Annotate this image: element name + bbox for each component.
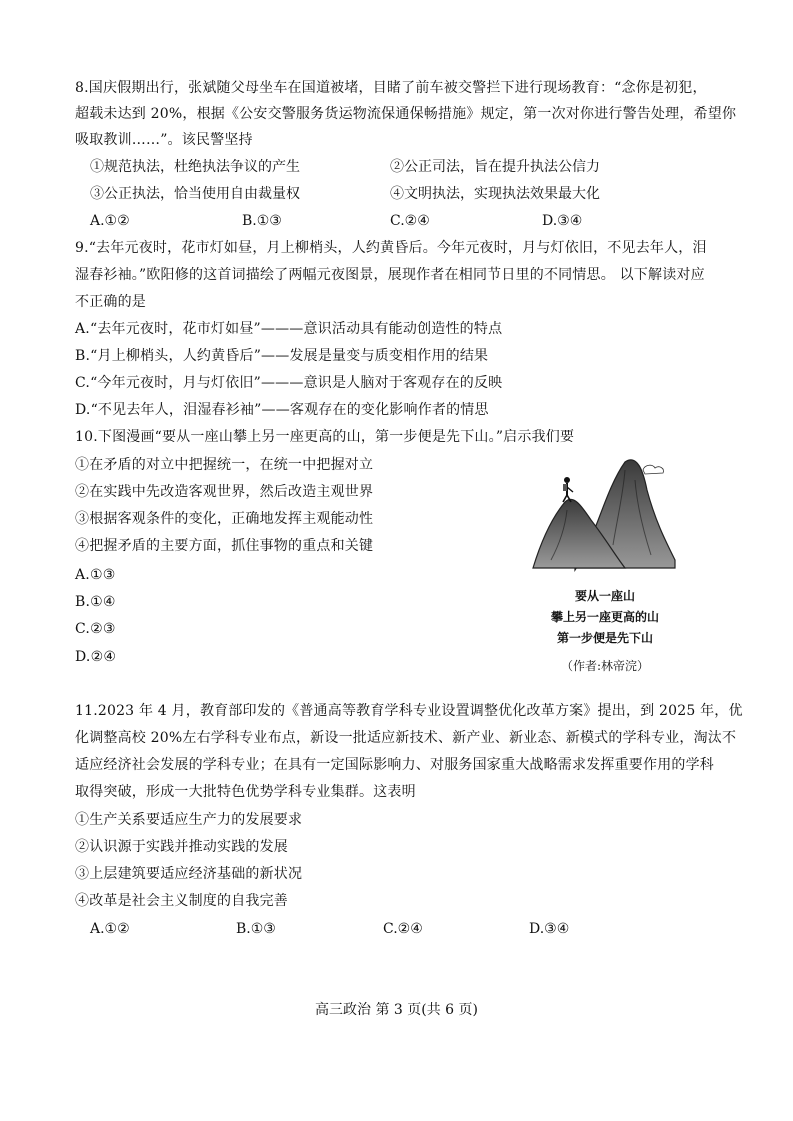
- q8-statement-3: ③公正执法，恰当使用自由裁量权: [90, 186, 300, 202]
- q8-stem-line-3: 吸取教训……”。该民警坚持: [75, 132, 253, 148]
- q10-choice-a: A.①③: [75, 567, 116, 583]
- q10-choice-b: B.①④: [75, 594, 116, 610]
- cloud: [643, 465, 663, 474]
- q8-statement-4: ④文明执法，实现执法效果最大化: [390, 186, 600, 202]
- q11-stem-line-1: 11.2023 年 4 月，教育部印发的《普通高等教育学科专业设置调整优化改革方案》提出，到 2025 年，优: [75, 703, 743, 719]
- q11-statement-3: ③上层建筑要适应经济基础的新状况: [75, 866, 303, 882]
- cartoon-caption-line-2: 攀上另一座更高的山: [550, 610, 660, 624]
- q9-choice-a: A.“去年元夜时，花市灯如昼”———意识活动具有能动创造性的特点: [75, 321, 503, 337]
- q11-choice-b: B.①③: [236, 921, 276, 937]
- q10-statement-1: ①在矛盾的对立中把握统一，在统一中把握对立: [75, 457, 374, 473]
- q11-choice-a: A.①②: [90, 921, 130, 937]
- q11-stem-line-2: 化调整高校 20%左右学科专业布点，新设一批适应新技术、新产业、新业态、新模式的学科专业，淘汰不: [75, 730, 737, 746]
- page-footer: 高三政治 第 3 页(共 6 页): [315, 1002, 478, 1018]
- q8-stem-line-2: 超载未达到 20%，根据《公安交警服务货运物流保通保畅措施》规定，第一次对你进行警告处理，希望你: [75, 106, 737, 122]
- q8-choice-a: A.①②: [90, 213, 130, 229]
- q11-choice-d: D.③④: [529, 921, 570, 937]
- q11-choice-c: C.②④: [383, 921, 423, 937]
- q8-statement-1: ①规范执法，杜绝执法争议的产生: [90, 159, 300, 175]
- q10-statement-4: ④把握矛盾的主要方面，抓住事物的重点和关键: [75, 538, 374, 554]
- q10-statement-2: ②在实践中先改造客观世界，然后改造主观世界: [75, 484, 374, 500]
- q9-choice-d: D.“不见去年人，泪湿春衫袖”——客观存在的变化影响作者的情思: [75, 402, 489, 418]
- q9-stem-line-3: 不正确的是: [75, 294, 146, 310]
- q9-choice-b: B.“月上柳梢头，人约黄昏后”——发展是量变与质变相作用的结果: [75, 348, 489, 364]
- q10-statement-3: ③根据客观条件的变化，正确地发挥主观能动性: [75, 511, 374, 527]
- q10-stem: 10.下图漫画“要从一座山攀上另一座更高的山，第一步便是先下山。”启示我们要: [75, 429, 575, 445]
- hiker-figure: [563, 477, 573, 502]
- q11-statement-2: ②认识源于实践并推动实践的发展: [75, 839, 288, 855]
- q10-choice-c: C.②③: [75, 621, 116, 637]
- q11-stem-line-3: 适应经济社会发展的学科专业；在具有一定国际影响力、对服务国家重大战略需求发挥重要作用的学科: [75, 757, 714, 773]
- q9-choice-c: C.“今年元夜时，月与灯依旧”———意识是人脑对于客观存在的反映: [75, 375, 503, 391]
- q11-stem-line-4: 取得突破，形成一大批特色优势学科专业集群。这表明: [75, 784, 416, 800]
- q8-stem-line-1: 8.国庆假期出行，张斌随父母坐车在国道被堵，目睹了前车被交警拦下进行现场教育：“念你是初犯，: [75, 80, 707, 96]
- q9-stem-line-1: 9.“去年元夜时，花市灯如昼，月上柳梢头，人约黄昏后。今年元夜时，月与灯依旧，不见去年人，泪: [75, 240, 707, 256]
- cartoon-caption-line-3: 第一步便是先下山: [556, 631, 654, 645]
- q11-statement-4: ④改革是社会主义制度的自我完善: [75, 893, 288, 909]
- q11-statement-1: ①生产关系要适应生产力的发展要求: [75, 812, 303, 828]
- cartoon-author: （作者:林帝浣）: [560, 659, 650, 673]
- q8-choice-b: B.①③: [242, 213, 282, 229]
- q8-choice-d: D.③④: [542, 213, 583, 229]
- q8-statement-2: ②公正司法，旨在提升执法公信力: [390, 159, 600, 175]
- mountain-cartoon: [525, 450, 685, 690]
- q9-stem-line-2: 湿春衫袖。”欧阳修的这首词描绘了两幅元夜图景，展现作者在相同节日里的不同情思。 以下解读对应: [75, 267, 705, 283]
- cartoon-caption-line-1: 要从一座山: [574, 589, 636, 603]
- q10-choice-d: D.②④: [75, 649, 117, 665]
- q8-choice-c: C.②④: [390, 213, 430, 229]
